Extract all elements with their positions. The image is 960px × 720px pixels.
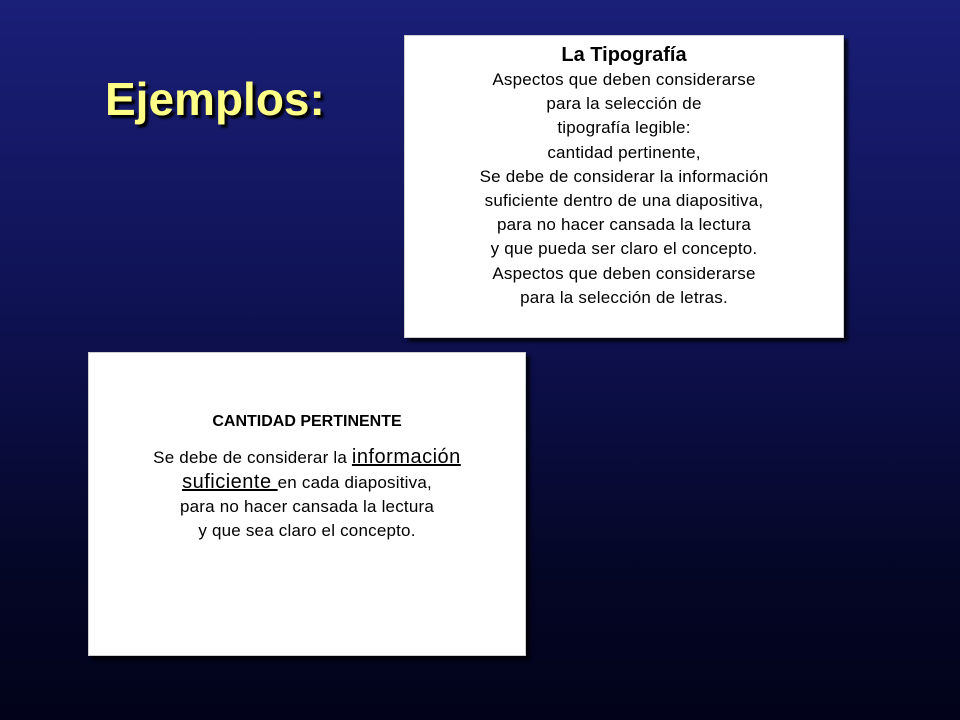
box-line: para no hacer cansada la lectura	[179, 497, 434, 516]
box-line: Se debe de considerar la información	[479, 166, 769, 186]
emphasis-text: información	[351, 446, 461, 468]
box-line: y que pueda ser claro el concepto.	[490, 239, 758, 259]
box-line	[89, 445, 525, 470]
slide-title: Ejemplos:	[105, 73, 325, 125]
box-heading: CANTIDAD PERTINENTE	[212, 413, 402, 430]
tipografia-text-box	[404, 35, 844, 338]
box-line	[89, 470, 525, 495]
box-line: suficiente dentro de una diapositiva,	[484, 191, 764, 211]
box-line: tipografía legible:	[557, 118, 691, 138]
box-heading: La Tipografía	[561, 44, 687, 66]
box-line: para la selección de	[546, 94, 702, 114]
box-line: para no hacer cansada la lectura	[496, 215, 751, 235]
line-text: Se debe de considerar la	[153, 448, 352, 467]
box-line: Aspectos que deben considerarse	[492, 70, 756, 89]
box-line: cantidad pertinente,	[547, 142, 701, 162]
emphasis-text: suficiente	[182, 471, 278, 493]
line-text: en cada diapositiva,	[277, 473, 432, 492]
box-line: Aspectos que deben considerarse	[492, 263, 756, 283]
box-line: para la selección de letras.	[520, 287, 728, 307]
box-line: y que sea claro el concepto.	[198, 521, 416, 540]
cantidad-pertinente-box	[88, 352, 526, 656]
